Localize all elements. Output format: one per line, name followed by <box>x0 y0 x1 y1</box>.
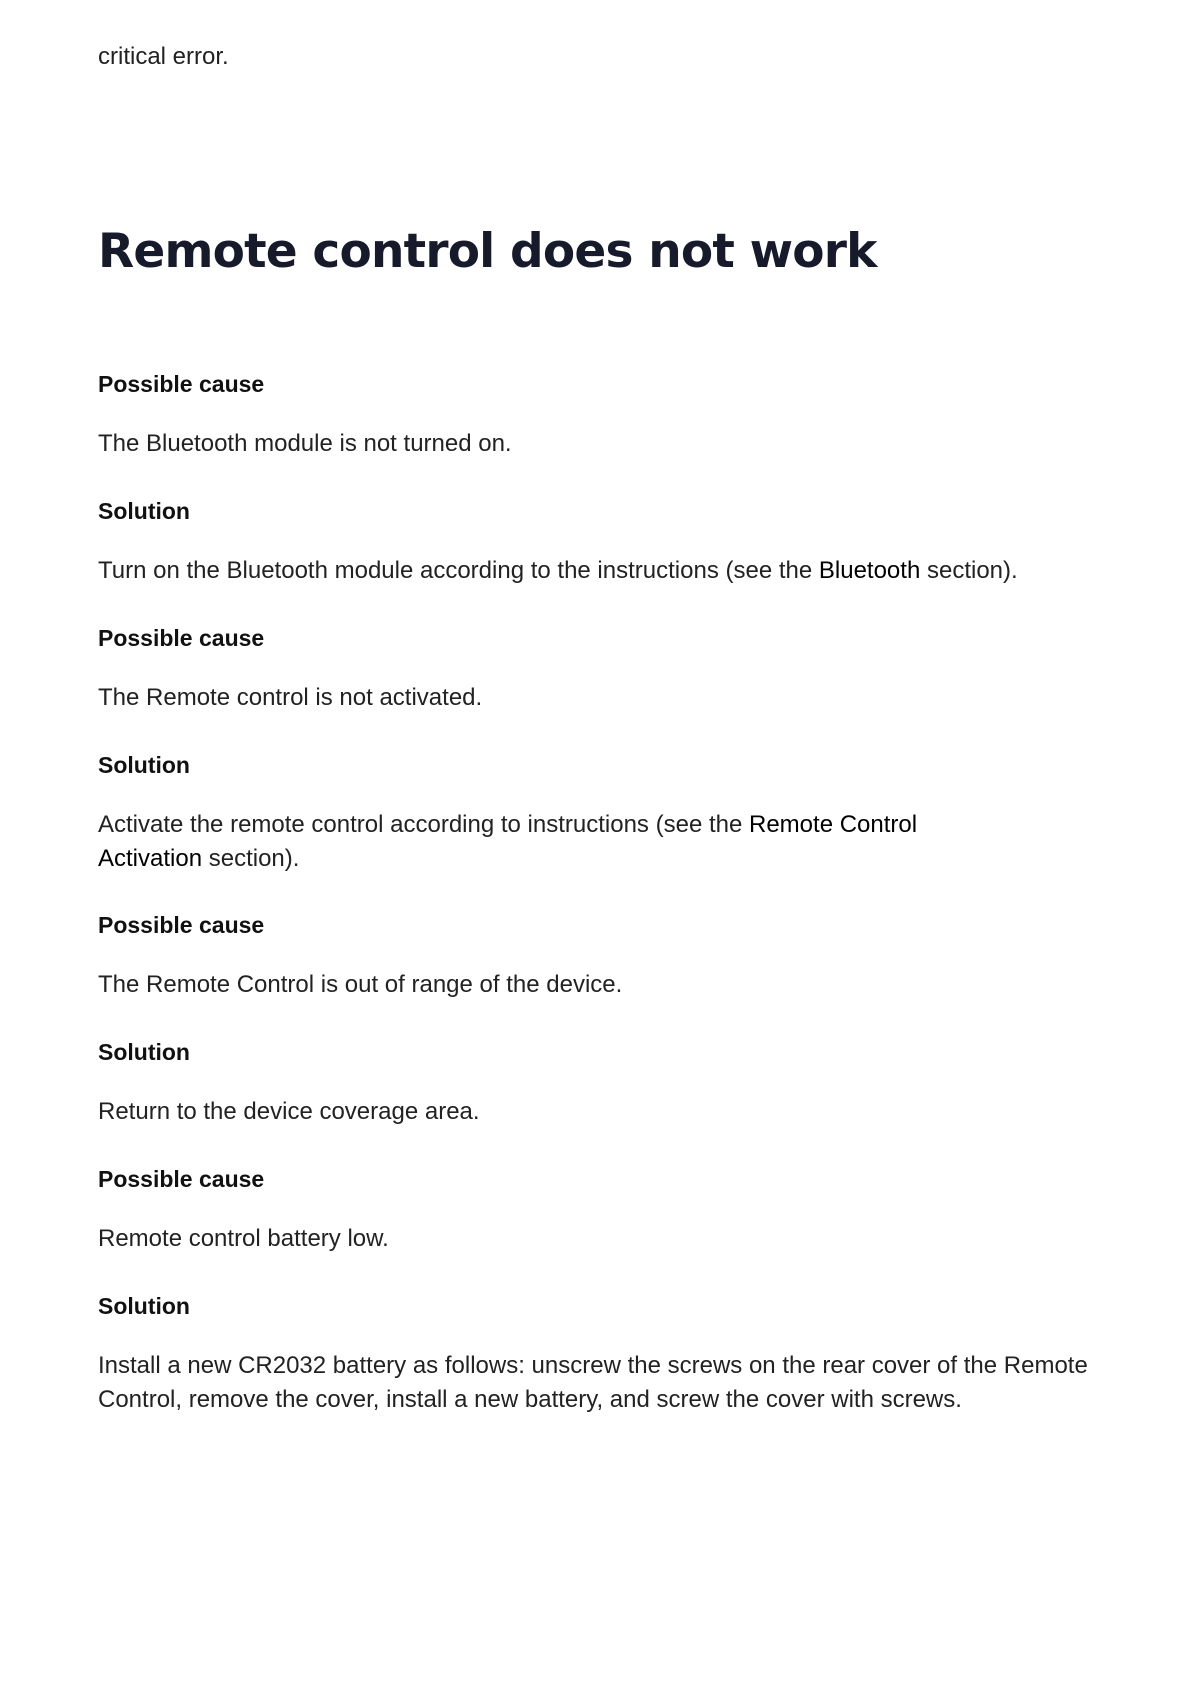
solution-text: Turn on the Bluetooth module according to the instructions (see the Bluetooth section). <box>98 557 1018 584</box>
section-heading: Remote control does not work <box>98 224 877 279</box>
possible-cause-label: Possible cause <box>98 371 265 397</box>
possible-cause-text: Remote control battery low. <box>98 1225 389 1252</box>
solution-label: Solution <box>98 1039 190 1065</box>
remote-control-activation-section-link[interactable]: Remote Control Activation <box>98 811 918 872</box>
continued-paragraph: critical error. <box>98 43 229 70</box>
solution-text: Install a new CR2032 battery as follows: unscrew the screws on the rear cover of the Remote Control, remove the cover, install a new battery, and screw the cover with screws. <box>98 1352 1088 1413</box>
possible-cause-text: The Remote Control is out of range of the device. <box>98 971 623 998</box>
possible-cause-label: Possible cause <box>98 912 265 938</box>
bluetooth-section-link[interactable]: Bluetooth <box>818 557 921 584</box>
possible-cause-label: Possible cause <box>98 625 265 651</box>
possible-cause-text: The Bluetooth module is not turned on. <box>98 430 512 457</box>
possible-cause-label: Possible cause <box>98 1166 265 1192</box>
solution-label: Solution <box>98 1293 190 1319</box>
possible-cause-text: The Remote control is not activated. <box>98 684 483 711</box>
solution-text: Activate the remote control according to instructions (see the Remote Control Activation section). <box>98 811 918 872</box>
solution-label: Solution <box>98 498 190 524</box>
solution-text: Return to the device coverage area. <box>98 1098 480 1125</box>
solution-label: Solution <box>98 752 190 778</box>
